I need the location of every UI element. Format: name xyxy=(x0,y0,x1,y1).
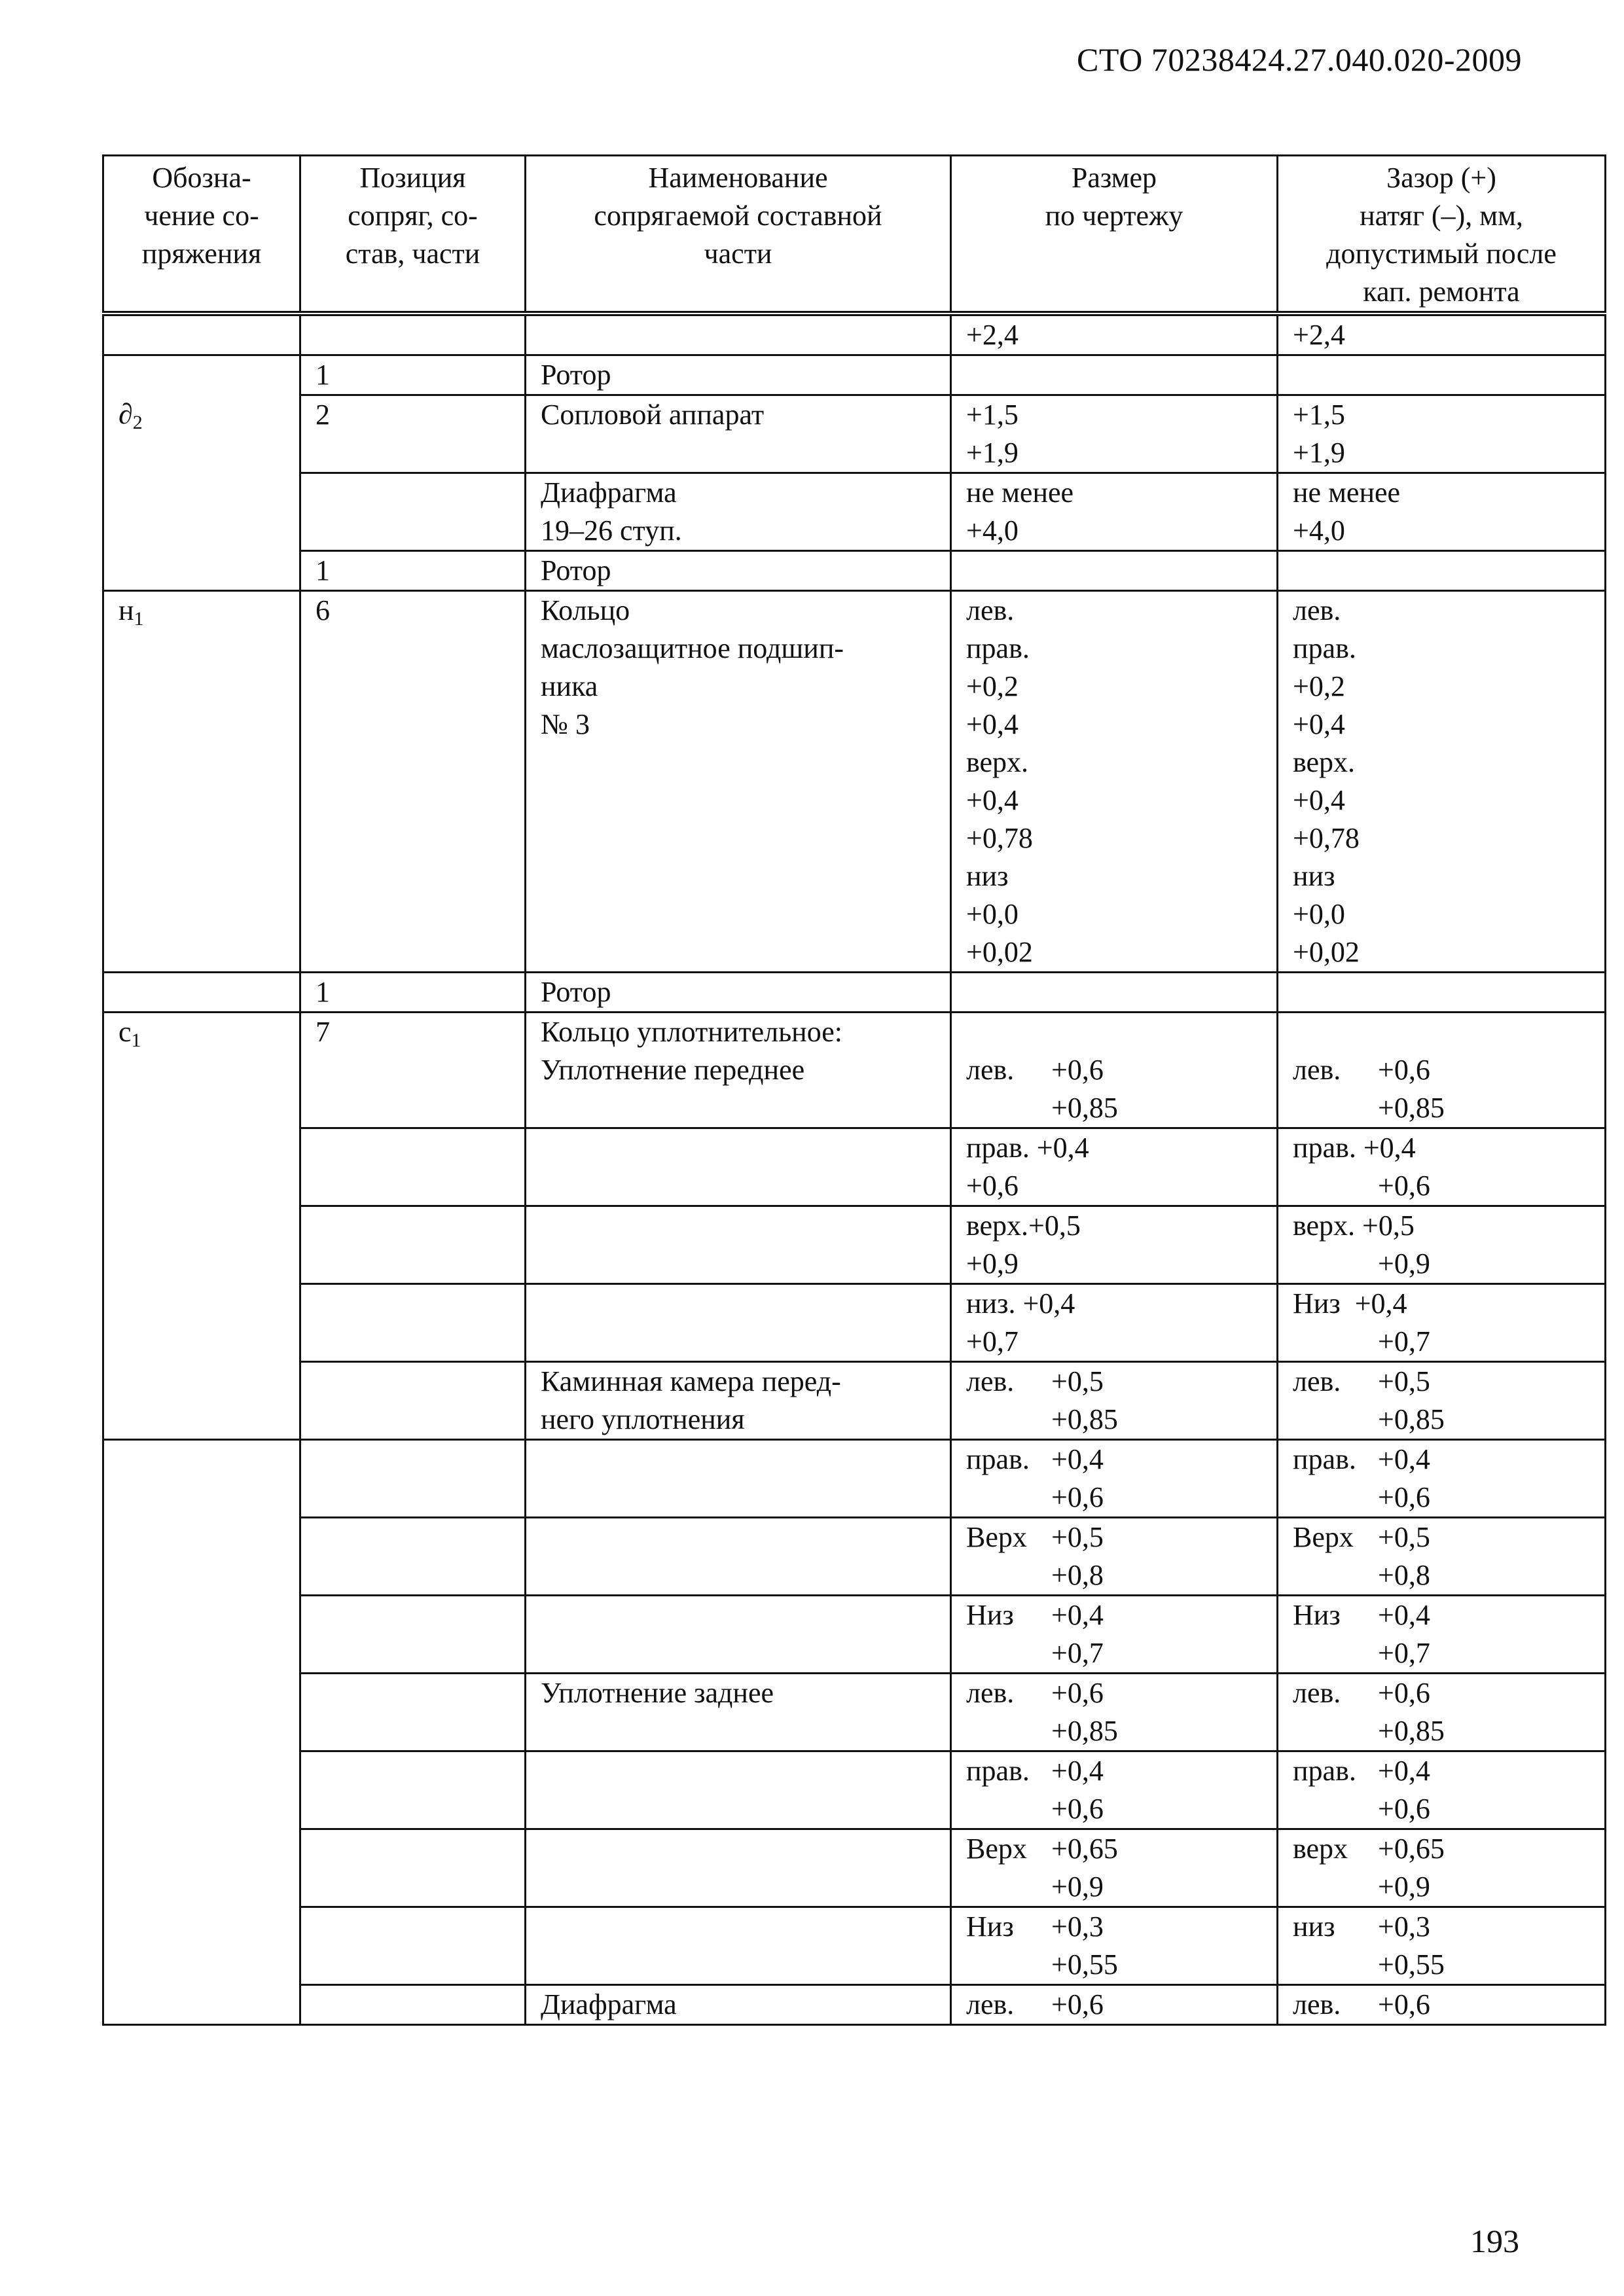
cell-designation: $н_1$ xyxy=(103,591,300,973)
cell-position: 1 xyxy=(300,973,526,1013)
cell-name: Ротор xyxy=(526,973,951,1013)
cell-clearance: Верх +0,5 +0,8 xyxy=(1278,1518,1606,1596)
cell-size: лев. +0,5 +0,85 xyxy=(951,1362,1278,1440)
cell-size: низ. +0,4 +0,7 xyxy=(951,1284,1278,1362)
cell-clearance: Низ +0,4 +0,7 xyxy=(1278,1596,1606,1674)
cell-clearance: +1,5 +1,9 xyxy=(1278,395,1606,473)
cell-clearance: прав. +0,4 +0,6 xyxy=(1278,1751,1606,1829)
table-row xyxy=(103,1596,1606,1674)
cell-size: прав. +0,4 +0,6 xyxy=(951,1128,1278,1206)
table-row xyxy=(103,1206,1606,1284)
table-row xyxy=(103,1751,1606,1829)
cell-position: 1 xyxy=(300,551,526,591)
cell-size: Верх +0,5 +0,8 xyxy=(951,1518,1278,1596)
table-row xyxy=(103,1284,1606,1362)
cell-name: Каминная камера перед- него уплотнения xyxy=(526,1362,951,1440)
table-row xyxy=(103,314,1606,355)
cell-name: Диафрагма 19–26 ступ. xyxy=(526,473,951,551)
table-row xyxy=(103,355,1606,395)
page-number: 193 xyxy=(1470,2223,1519,2259)
table-row xyxy=(103,1674,1606,1751)
cell-size: лев. прав. +0,2 +0,4 верх. +0,4 +0,78 низ +0,0 +0,02 xyxy=(951,591,1278,973)
table-row xyxy=(103,591,1606,973)
cell-name: Кольцо уплотнительное: Уплотнение переднее xyxy=(526,1013,951,1128)
cell-size: лев. +0,6 +0,85 xyxy=(951,1674,1278,1751)
header-name: Наименование сопрягаемой составной части xyxy=(526,156,951,314)
cell-size: лев. +0,6 xyxy=(951,1985,1278,2025)
cell-name: Сопловой аппарат xyxy=(526,395,951,473)
cell-size: не менее +4,0 xyxy=(951,473,1278,551)
table-row xyxy=(103,1013,1606,1128)
table-row xyxy=(103,1128,1606,1206)
cell-clearance: не менее +4,0 xyxy=(1278,473,1606,551)
cell-position: 6 xyxy=(300,591,526,973)
cell-position: 2 xyxy=(300,395,526,473)
cell-clearance: верх. +0,5 +0,9 xyxy=(1278,1206,1606,1284)
cell-designation: $с_1$ xyxy=(103,1013,300,1128)
table-row xyxy=(103,1440,1606,1518)
cell-size: Низ +0,3 +0,55 xyxy=(951,1907,1278,1985)
table-row xyxy=(103,973,1606,1013)
cell-clearance: лев. +0,6 +0,85 xyxy=(1278,1013,1606,1128)
cell-clearance: прав. +0,4 +0,6 xyxy=(1278,1128,1606,1206)
cell-clearance: низ +0,3 +0,55 xyxy=(1278,1907,1606,1985)
cell-clearance: лев. +0,6 +0,85 xyxy=(1278,1674,1606,1751)
table-row xyxy=(103,1518,1606,1596)
cell-size: верх.+0,5 +0,9 xyxy=(951,1206,1278,1284)
cell-size: лев. +0,6 +0,85 xyxy=(951,1013,1278,1128)
header-size: Размер по чертежу xyxy=(951,156,1278,314)
table-row xyxy=(103,551,1606,591)
cell-clearance: +2,4 xyxy=(1278,314,1606,355)
cell-clearance: лев. прав. +0,2 +0,4 верх. +0,4 +0,78 низ +0,0 +0,02 xyxy=(1278,591,1606,973)
cell-clearance: лев. +0,5 +0,85 xyxy=(1278,1362,1606,1440)
cell-name: Диафрагма xyxy=(526,1985,951,2025)
cell-name: Ротор xyxy=(526,551,951,591)
cell-size: прав. +0,4 +0,6 xyxy=(951,1440,1278,1518)
mating-parts-table xyxy=(102,154,1606,2026)
cell-size: Верх +0,65 +0,9 xyxy=(951,1829,1278,1907)
cell-position: 7 xyxy=(300,1013,526,1128)
cell-designation: $\partial_2$ xyxy=(103,395,300,473)
cell-clearance: верх +0,65 +0,9 xyxy=(1278,1829,1606,1907)
cell-size: +2,4 xyxy=(951,314,1278,355)
cell-size: Низ +0,4 +0,7 xyxy=(951,1596,1278,1674)
table-row xyxy=(103,1985,1606,2025)
cell-position: 1 xyxy=(300,355,526,395)
cell-clearance: лев. +0,6 xyxy=(1278,1985,1606,2025)
header-position: Позиция сопряг, со- став, части xyxy=(300,156,526,314)
table-row xyxy=(103,1907,1606,1985)
cell-name: Ротор xyxy=(526,355,951,395)
table-row xyxy=(103,395,1606,473)
cell-size: прав. +0,4 +0,6 xyxy=(951,1751,1278,1829)
header-designation: Обозна- чение со- пряжения xyxy=(103,156,300,314)
cell-clearance: Низ +0,4 +0,7 xyxy=(1278,1284,1606,1362)
cell-name: Кольцо маслозащитное подшип- ника № 3 xyxy=(526,591,951,973)
header-clearance: Зазор (+) натяг (–), мм, допустимый после кап. ремонта xyxy=(1278,156,1606,314)
document-code: СТО 70238424.27.040.020-2009 xyxy=(1077,41,1522,78)
cell-clearance: прав. +0,4 +0,6 xyxy=(1278,1440,1606,1518)
table-header-row xyxy=(103,156,1606,314)
table-row xyxy=(103,1362,1606,1440)
cell-size: +1,5 +1,9 xyxy=(951,395,1278,473)
cell-name: Уплотнение заднее xyxy=(526,1674,951,1751)
table-row xyxy=(103,1829,1606,1907)
table-row xyxy=(103,473,1606,551)
